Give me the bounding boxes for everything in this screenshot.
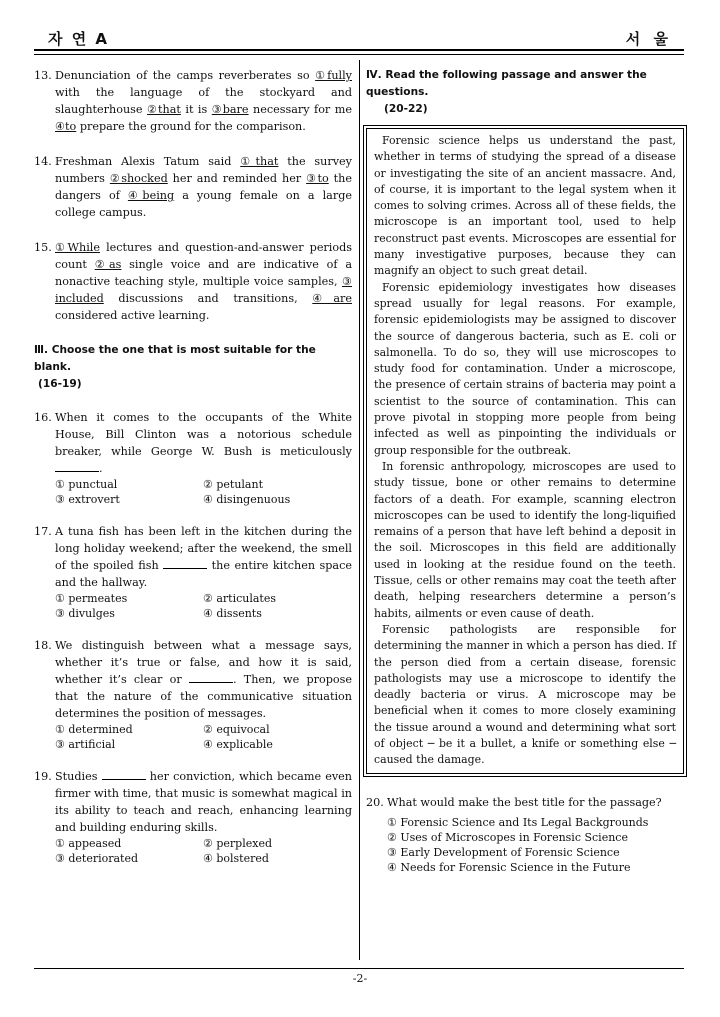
question-16: [34, 409, 352, 507]
answer-choices: [55, 723, 352, 752]
option-4[interactable]: ④are: [312, 292, 352, 305]
footer-rule: [34, 968, 684, 969]
passage-paragraph: In forensic anthropology, microscopes are used to study tissue, bone or other remains to determine factors of a death. For example, scanning electron microscopes can be used to identify the long-liquified remains of a person that have left behind a deposit in the soil. Microscopes in this field are additionally used in looking at the residue found on the teeth. Tissue, cells or other remains may coat the teeth after death, helping researchers determine a person’s habits, ailments or even cause of death.: [374, 459, 676, 620]
choice-4[interactable]: ④ dissents: [203, 606, 262, 620]
choice-1[interactable]: ① Forensic Science and Its Legal Backgrounds: [387, 815, 649, 829]
question-number: 19.: [34, 770, 52, 783]
passage-paragraph: Forensic pathologists are responsible for determining the manner in which a person has died. If the person died from a certain disease, forensic pathologists may use a microscope to identify the deadly bacteria or virus. A microscope may be beneficial when it comes to more closely examining the tissue around a wound and determining what sort of object ─ be it a bullet, a knife or something else ─ caused the damage.: [374, 622, 676, 767]
choice-2[interactable]: ② perplexed: [203, 837, 272, 850]
question-stem: We distinguish between what a message says, whether it’s true or false, and how it is said, whether it’s clear or . Then, we propose that the nature of the communicative situation determines the position of messages.: [55, 639, 352, 720]
question-number: 16.: [34, 411, 52, 424]
question-stem: What would make the best title for the passage?: [387, 795, 662, 809]
question-number: 17.: [34, 525, 52, 538]
question-stem: ①While lectures and question-and-answer periods count ②as single voice and are indicative of a nonactive teaching style, multiple voice samples, ③ included discussions and transitions, ④are considered active learning.: [55, 241, 352, 322]
section-title: Ⅲ. Choose the one that is most suitable for the blank.: [34, 344, 316, 373]
right-column: [366, 67, 684, 875]
choice-4[interactable]: ④ Needs for Forensic Science in the Future: [387, 860, 631, 874]
choice-1[interactable]: ① determined: [55, 723, 133, 736]
option-2[interactable]: ②shocked: [109, 172, 168, 185]
section-range: (16-19): [38, 378, 82, 390]
section-3-instructions: [34, 342, 352, 393]
question-18: [34, 637, 352, 752]
option-4[interactable]: ④to: [55, 120, 77, 133]
passage-paragraph: Forensic epidemiology investigates how diseases spread usually for legal reasons. For example, forensic epidemiologists may be assigned to discover the source of dangerous bacteria, such as E. coli or salmonella. To do so, they will use microscopes to study food for contamination. Under a microscope, the presence of certain strains of bacteria may point a scientist to the source of contamination. This can prove pivotal in stopping more people from being infected as well as pinpointing the individuals or group responsible for the outbreak.: [374, 280, 676, 457]
reading-passage: [366, 128, 684, 774]
answer-blank: [189, 672, 233, 683]
choice-3[interactable]: ③ extrovert: [55, 492, 120, 506]
answer-choices: [55, 837, 352, 866]
option-3[interactable]: ③to: [306, 172, 329, 185]
question-number: 20.: [366, 795, 384, 809]
question-number: 18.: [34, 639, 52, 652]
choice-4[interactable]: ④ bolstered: [203, 851, 269, 865]
left-column: [34, 67, 352, 866]
option-4[interactable]: ④being: [127, 189, 175, 202]
choice-3[interactable]: ③ divulges: [55, 606, 115, 620]
choice-4[interactable]: ④ disingenuous: [203, 492, 291, 506]
choice-1[interactable]: ① permeates: [55, 592, 128, 605]
question-19: [34, 768, 352, 866]
question-13: [34, 67, 352, 135]
section-range: (20-22): [384, 103, 428, 115]
answer-blank: [55, 461, 99, 472]
header-subject: 자 연 A: [48, 30, 110, 48]
question-stem: Denunciation of the camps reverberates so ①fully with the language of the stockyard and slaughterhouse ②that it is ③bare necessary for me ④to prepare the ground for the comparison.: [55, 69, 352, 133]
page-number: -2-: [352, 972, 368, 985]
question-stem: Studies her conviction, which became even firmer with time, that music is somewhat magical in its ability to teach and reach, enhancing learning and building enduring skills.: [55, 770, 352, 834]
choice-2[interactable]: ② articulates: [203, 592, 277, 605]
choice-4[interactable]: ④ explicable: [203, 737, 273, 751]
choice-3[interactable]: ③ deteriorated: [55, 851, 139, 865]
question-number: 13.: [34, 69, 52, 82]
option-3[interactable]: ③ included: [55, 275, 352, 305]
choice-2[interactable]: ② equivocal: [203, 723, 270, 736]
page-header: [34, 28, 682, 50]
answer-blank: [163, 558, 207, 569]
question-20: [366, 794, 684, 875]
header-rule-thin: [34, 54, 684, 55]
option-1[interactable]: ①fully: [315, 69, 352, 82]
passage-paragraph: Forensic science helps us understand the past, whether in terms of studying the spread of a disease or investigating the site of an ancient massacre. And, of course, it is important to the legal system when it comes to solving crimes. Across all of these fields, the microscope is an important tool, used to help reconstruct past events. Microscopes are essential for many investigative purposes, because they can magnify an object to such great detail.: [374, 134, 676, 278]
section-4-instructions: [366, 67, 684, 118]
answer-choices: [387, 815, 684, 875]
section-title: Ⅳ. Read the following passage and answer the questions.: [366, 69, 647, 98]
answer-choices: [55, 592, 352, 621]
choice-1[interactable]: ① appeased: [55, 837, 122, 850]
header-school: 서 울: [625, 30, 672, 48]
option-1[interactable]: ①that: [240, 155, 279, 168]
question-stem: A tuna fish has been left in the kitchen during the long holiday weekend; after the weekend, the smell of the spoiled fish the entire kitchen space and the hallway.: [55, 525, 352, 589]
choice-1[interactable]: ① punctual: [55, 478, 118, 491]
question-14: [34, 153, 352, 221]
question-stem: Freshman Alexis Tatum said ①that the survey numbers ②shocked her and reminded her ③to the dangers of ④being a young female on a large college campus.: [55, 155, 352, 219]
question-stem: When it comes to the occupants of the White House, Bill Clinton was a notorious schedule breaker, while George W. Bush is meticulously .: [55, 411, 352, 475]
column-divider: [359, 60, 360, 960]
choice-2[interactable]: ② petulant: [203, 478, 263, 491]
choice-2[interactable]: ② Uses of Microscopes in Forensic Science: [387, 830, 628, 844]
answer-blank: [102, 769, 146, 780]
choice-3[interactable]: ③ artificial: [55, 737, 116, 751]
question-number: 15.: [34, 241, 52, 254]
question-15: [34, 239, 352, 324]
header-rule: [34, 49, 684, 51]
option-1[interactable]: ①While: [55, 241, 101, 254]
choice-3[interactable]: ③ Early Development of Forensic Science: [387, 845, 620, 859]
answer-choices: [55, 478, 352, 507]
option-2[interactable]: ②that: [147, 103, 181, 116]
option-3[interactable]: ③bare: [211, 103, 249, 116]
option-2[interactable]: ②as: [94, 258, 122, 271]
question-number: 14.: [34, 155, 52, 168]
question-17: [34, 523, 352, 621]
